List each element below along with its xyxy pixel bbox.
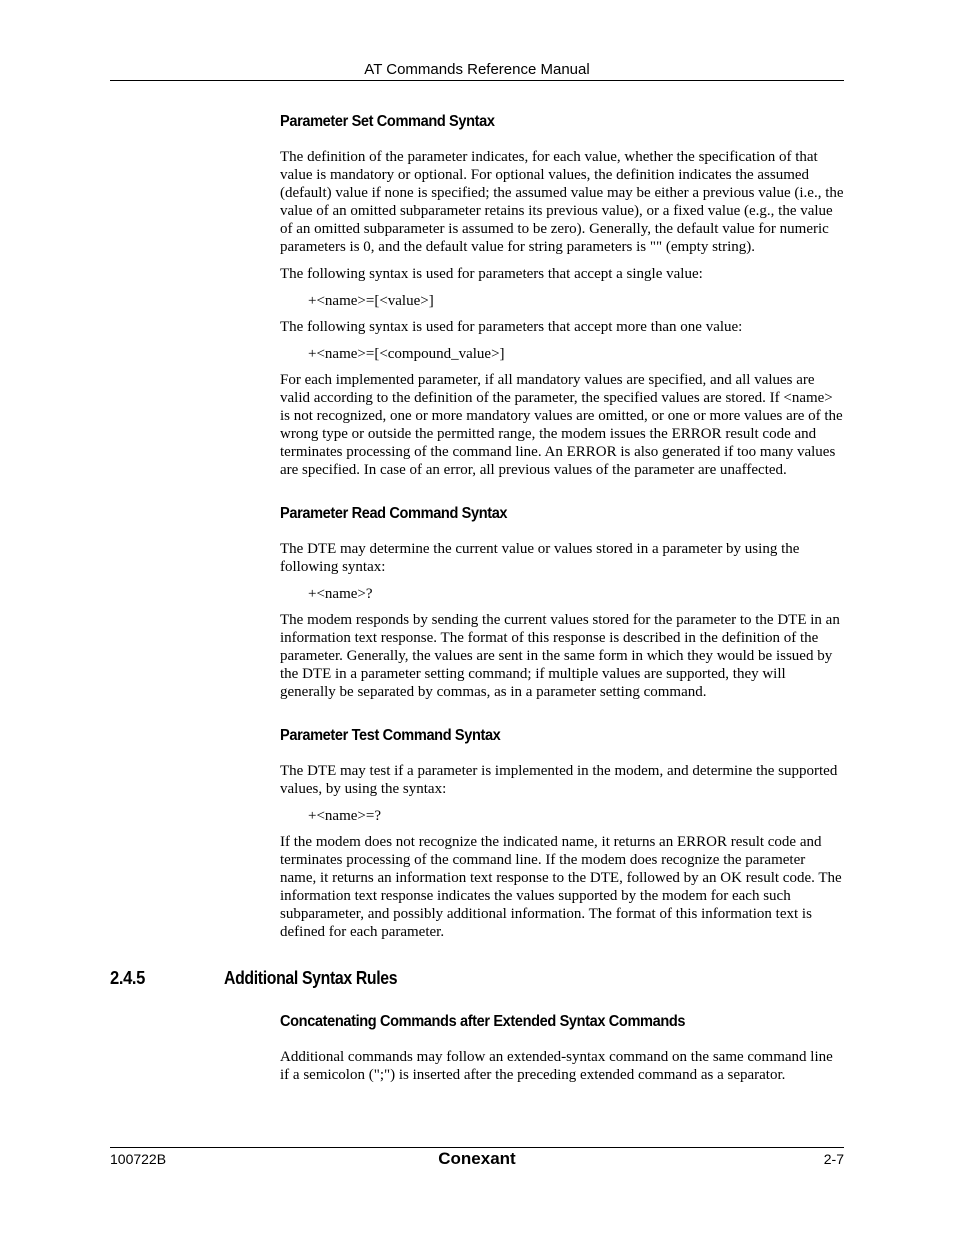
footer-page-number: 2-7 (823, 1151, 844, 1167)
heading-parameter-test: Parameter Test Command Syntax (280, 727, 501, 744)
syntax-example: +<name>=[<compound_value>] (308, 346, 505, 362)
heading-concatenating-commands: Concatenating Commands after Extended Syntax Commands (280, 1013, 686, 1030)
running-header: AT Commands Reference Manual (364, 61, 590, 78)
section-heading-additional-syntax (110, 967, 844, 989)
paragraph: If the modem does not recognize the indicated name, it returns an ERROR result code and terminates processing of the command line. If the modem does recognize the parameter name, it returns an information text response to the DTE, followed by an OK result code. The information text response indicates the values supported by the modem for each such subparameter, and possibly additional information. The format of this information text is defined for each parameter. (280, 834, 842, 940)
paragraph: The modem responds by sending the current values stored for the parameter to the DTE in an information text response. The format of this response is described in the definition of the parameter. Generally, the values are sent in the same form in which they would be issued by the DTE in a parameter setting command; if multiple values are supported, they will generally be separated by commas, as in a parameter setting command. (280, 612, 840, 700)
page-body (110, 112, 844, 1093)
paragraph: The definition of the parameter indicates, for each value, whether the specification of that value is mandatory or optional. For optional values, the definition indicates the assumed (default) value if none is specified; the assumed value may be either a previous value (i.e., the value of an omitted subparameter retains its previous value), or a fixed value (e.g., the value of an omitted subparameter is assumed to be zero). Generally, the default value for numeric parameters is 0, and the default value for string parameters is "" (empty string). (280, 149, 844, 255)
footer-company: Conexant (438, 1149, 516, 1168)
footer-rule (110, 1147, 844, 1148)
syntax-example: +<name>? (308, 586, 373, 602)
heading-parameter-set: Parameter Set Command Syntax (280, 113, 495, 130)
section-title: Additional Syntax Rules (224, 968, 398, 988)
header-rule (110, 80, 844, 81)
footer-doc-number: 100722B (110, 1151, 167, 1167)
paragraph: The DTE may test if a parameter is implemented in the modem, and determine the supported values, by using the syntax: (280, 763, 838, 797)
syntax-example: +<name>=[<value>] (308, 293, 434, 309)
paragraph: Additional commands may follow an extended-syntax command on the same command line if a semicolon (";") is inserted after the preceding extended command as a separator. (280, 1049, 833, 1083)
paragraph: For each implemented parameter, if all mandatory values are specified, and all values are valid according to the definition of the parameter, the specified values are stored. If <name> is not recognized, one or more mandatory values are omitted, or one or more values are of the wrong type or outside the permitted range, the modem issues the ERROR result code and terminates processing of the command line. An ERROR is also generated if too many values are specified. In case of an error, all previous values of the parameter are unaffected. (280, 372, 843, 478)
paragraph: The DTE may determine the current value or values stored in a parameter by using the following syntax: (280, 541, 800, 575)
section-number: 2.4.5 (110, 968, 146, 988)
heading-parameter-read: Parameter Read Command Syntax (280, 505, 508, 522)
syntax-example: +<name>=? (308, 808, 381, 824)
paragraph: The following syntax is used for parameters that accept a single value: (280, 266, 703, 282)
paragraph: The following syntax is used for parameters that accept more than one value: (280, 319, 743, 335)
